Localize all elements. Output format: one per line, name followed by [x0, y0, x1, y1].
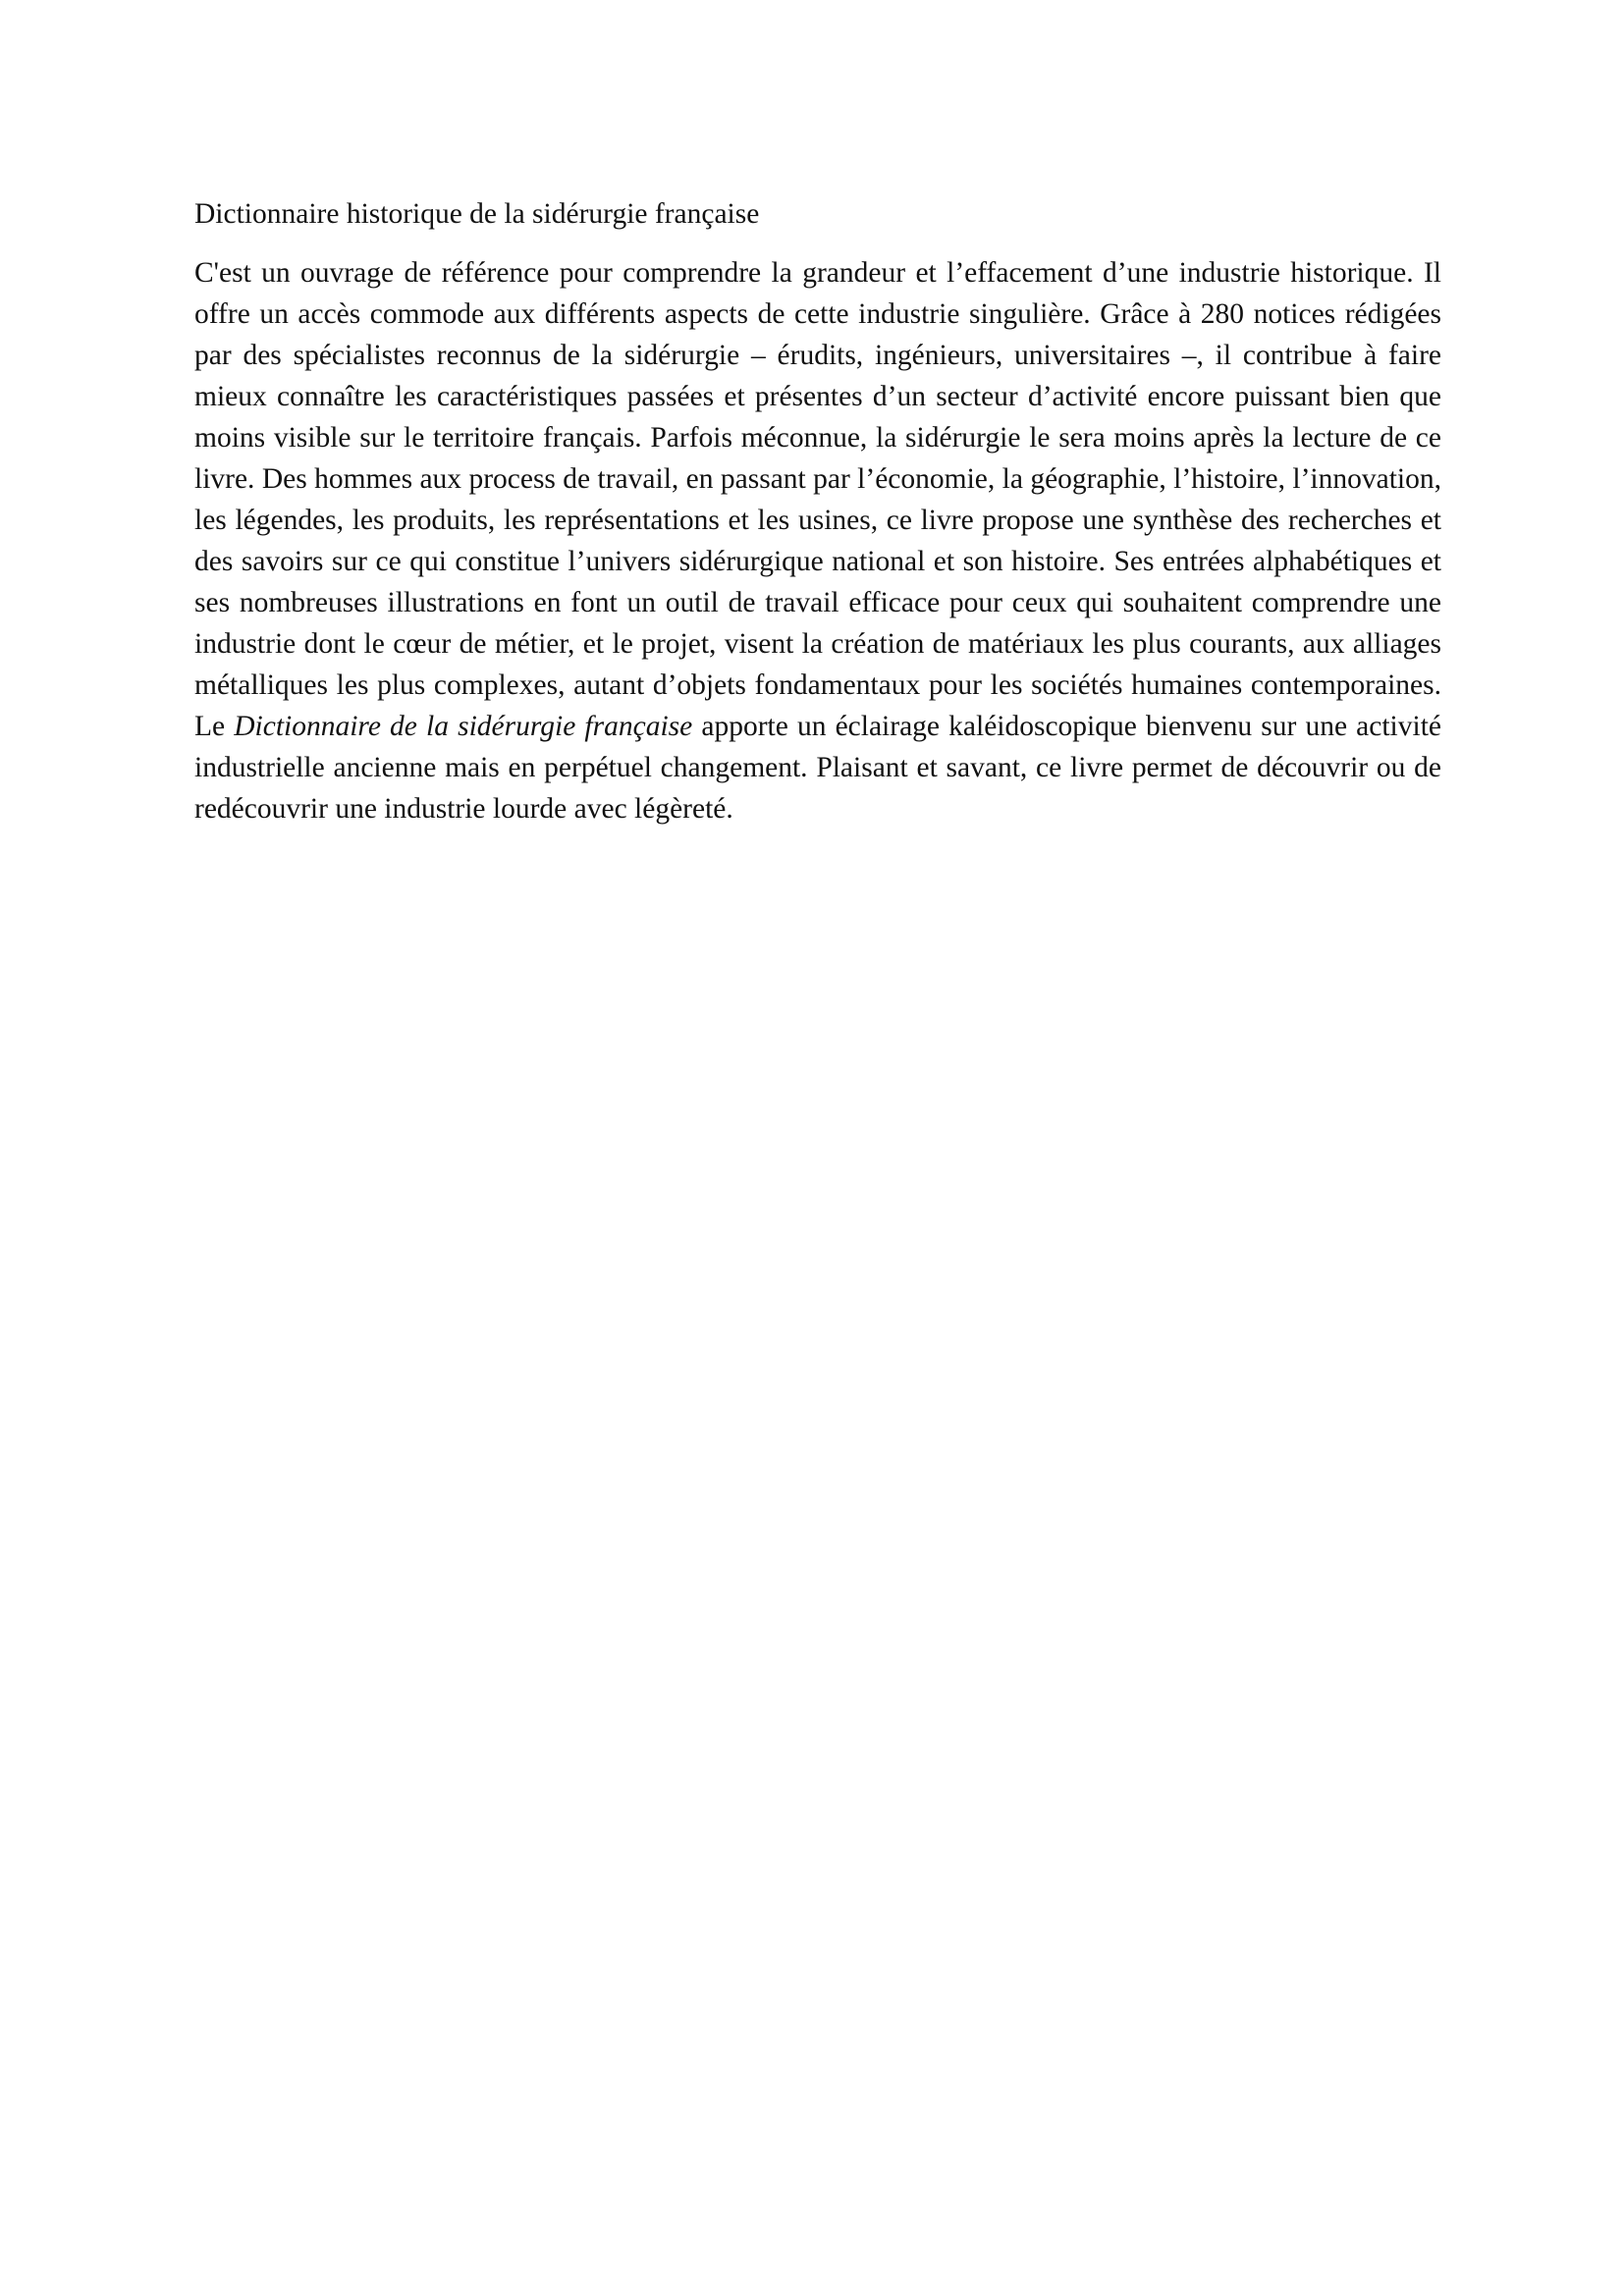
body-paragraph — [194, 252, 1441, 829]
body-text-start: C'est un ouvrage de référence pour comprendre la grandeur et l’effacement d’une industrie historique. Il offre un accès commode aux différents aspects de cette industrie singulière. Grâce à 280 notices rédigées par des spécialistes reconnus de la sidérurgie – érudits, ingénieurs, universitaires –, il contribue à faire mieux connaître les caractéristiques passées et présentes d’un secteur d’activité encore puissant bien que moins visible sur le territoire français. Parfois méconnue, la sidérurgie le sera moins après la lecture de ce livre. Des hommes aux process de travail, en passant par l’économie, la géographie, l’histoire, l’innovation, les légendes, les produits, les représentations et les usines, ce livre propose une synthèse des recherches et des savoirs sur ce qui constitue l’univers sidérurgique national et son histoire. Ses entrées alphabétiques et ses nombreuses illustrations en font un outil de travail efficace pour ceux qui souhaitent comprendre une industrie dont le cœur de métier, et le projet, visent la création de matériaux les plus courants, aux alliages métalliques les plus complexes, autant d’objets fondamentaux pour les sociétés humaines contemporaines. Le — [194, 257, 1441, 742]
italic-book-title: Dictionnaire de la sidérurgie française — [234, 711, 693, 742]
document-title: Dictionnaire historique de la sidérurgie française — [194, 198, 760, 230]
body-text-end: apporte un éclairage kaléidoscopique bienvenu sur une activité industrielle ancienne mais en perpétuel changement. Plaisant et savant, ce livre permet de découvrir ou de redécouvrir une industrie lourde avec légèreté. — [194, 711, 1441, 825]
document-content — [194, 193, 1441, 829]
